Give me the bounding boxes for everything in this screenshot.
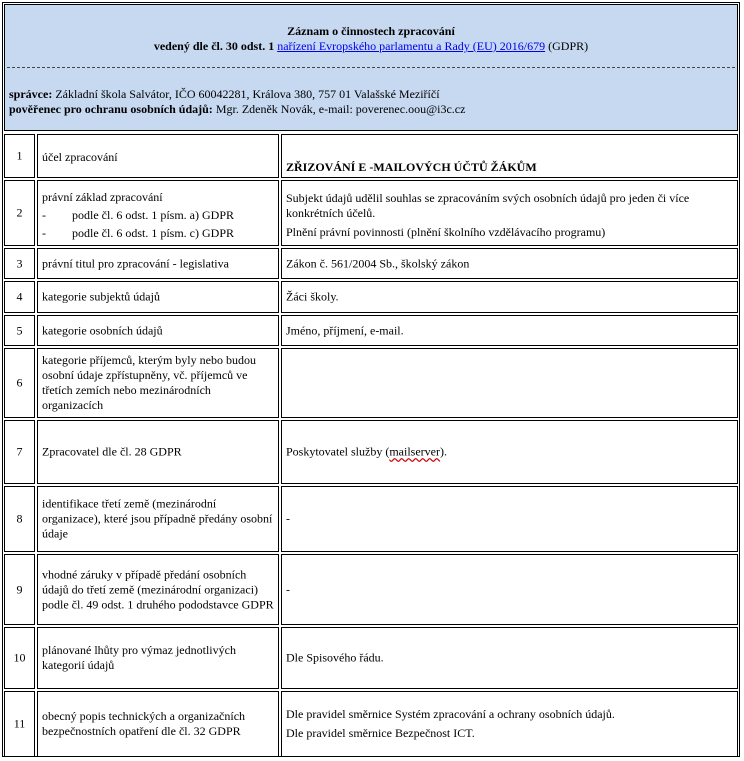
- table-row: [4, 315, 738, 346]
- subtitle-suffix: (GDPR): [548, 39, 589, 53]
- table-row: [4, 248, 738, 279]
- row-number: 10: [13, 650, 26, 665]
- table-row: [4, 554, 738, 625]
- row-number: 4: [16, 289, 23, 304]
- row-number: 2: [16, 205, 23, 220]
- row-label: právní titul pro zpracování - legislativa: [42, 256, 229, 270]
- dpo-value: Mgr. Zdeněk Novák, e-mail: poverenec.oou@i3c.cz: [215, 102, 466, 116]
- gdpr-regulation-link[interactable]: nařízení Evropského parlamentu a Rady (EU) 2016/679: [277, 39, 546, 53]
- legislation-value: Zákon č. 561/2004 Sb., školský zákon: [286, 256, 470, 270]
- subtitle-prefix: vedený dle čl. 30 odst. 1: [153, 39, 275, 53]
- legal-basis-consent: Subjekt údajů udělil souhlas se zpracováním svých osobních údajů pro jeden či více konkrétních účelů.: [286, 191, 690, 220]
- retention-value: Dle Spisového řádu.: [286, 650, 384, 665]
- safeguards-value: -: [286, 582, 290, 596]
- table-row: [4, 348, 738, 418]
- table-row: [4, 486, 738, 552]
- purpose-value: ZŘIZOVÁNÍ E -MAILOVÝCH ÚČTŮ ŽÁKŮM: [286, 160, 537, 174]
- row-number: 11: [13, 716, 26, 731]
- row-number: 1: [16, 148, 23, 163]
- row-number: 7: [16, 444, 23, 459]
- spellcheck-word: mailserver: [389, 444, 440, 459]
- document-title: Záznam o činnostech zpracování: [287, 24, 455, 38]
- header-divider: [7, 67, 735, 68]
- table-row: [4, 180, 738, 246]
- controller-info: [9, 87, 465, 117]
- row-label: plánované lhůty pro výmaz jednotlivých kategorií údajů: [42, 643, 236, 672]
- row-label: Zpracovatel dle čl. 28 GDPR: [42, 444, 182, 459]
- data-subjects-value: Žáci školy.: [286, 289, 339, 304]
- table-row: [4, 420, 738, 484]
- personal-data-value: Jméno, příjmení, e-mail.: [286, 323, 404, 337]
- row-number: 9: [16, 582, 23, 596]
- row-number: 5: [16, 323, 23, 337]
- table-row: [4, 134, 738, 178]
- row-label: identifikace třetí země (mezinárodní organizace), které jsou případně předány osobní údaje: [42, 496, 273, 541]
- record-header: [4, 4, 738, 131]
- list-item: - podle čl. 6 odst. 1 písm. c) GDPR: [42, 226, 234, 240]
- security-measure-1: Dle pravidel směrnice Systém zpracování a ochrany osobních údajů.: [286, 707, 615, 721]
- document-subtitle: [5, 39, 737, 54]
- controller-line: [9, 87, 465, 102]
- legal-basis-obligation: Plnění právní povinnosti (plnění školního vzdělávacího programu): [286, 225, 606, 239]
- row-number: 3: [16, 256, 23, 270]
- dpo-label: pověřenec pro ochranu osobních údajů:: [9, 102, 213, 116]
- row-label: kategorie osobních údajů: [42, 323, 163, 337]
- row-label: účel zpracování: [42, 150, 118, 164]
- controller-label: správce:: [9, 87, 53, 101]
- list-item: - podle čl. 6 odst. 1 písm. a) GDPR: [42, 208, 234, 222]
- dpo-line: [9, 102, 465, 117]
- row-label: kategorie příjemců, kterým byly nebo budou osobní údaje zpřístupněny, vč. příjemců ve třetích zemích nebo mezinárodních organizacích: [42, 353, 256, 412]
- row-label: vhodné záruky v případě předání osobních údajů do třetí země (mezinárodní organizaci) podle čl. 49 odst. 1 druhého pododstavce GDPR: [42, 567, 274, 611]
- processor-value: Poskytovatel služby (mailserver).: [286, 444, 447, 459]
- row-number: 6: [16, 375, 23, 390]
- table-row: [4, 627, 738, 689]
- row-number: 8: [16, 511, 23, 526]
- controller-value: Základní škola Salvátor, IČO 60042281, Králova 380, 757 01 Valašské Meziříčí: [55, 87, 440, 101]
- row-label: právní základ zpracování: [42, 190, 163, 204]
- security-measure-2: Dle pravidel směrnice Bezpečnost ICT.: [286, 726, 475, 740]
- row-label: obecný popis technických a organizačních bezpečnostních opatření dle čl. 32 GDPR: [42, 709, 246, 738]
- third-country-value: -: [286, 511, 290, 526]
- table-row: [4, 281, 738, 313]
- table-row: [4, 691, 738, 757]
- row-label: kategorie subjektů údajů: [42, 289, 160, 304]
